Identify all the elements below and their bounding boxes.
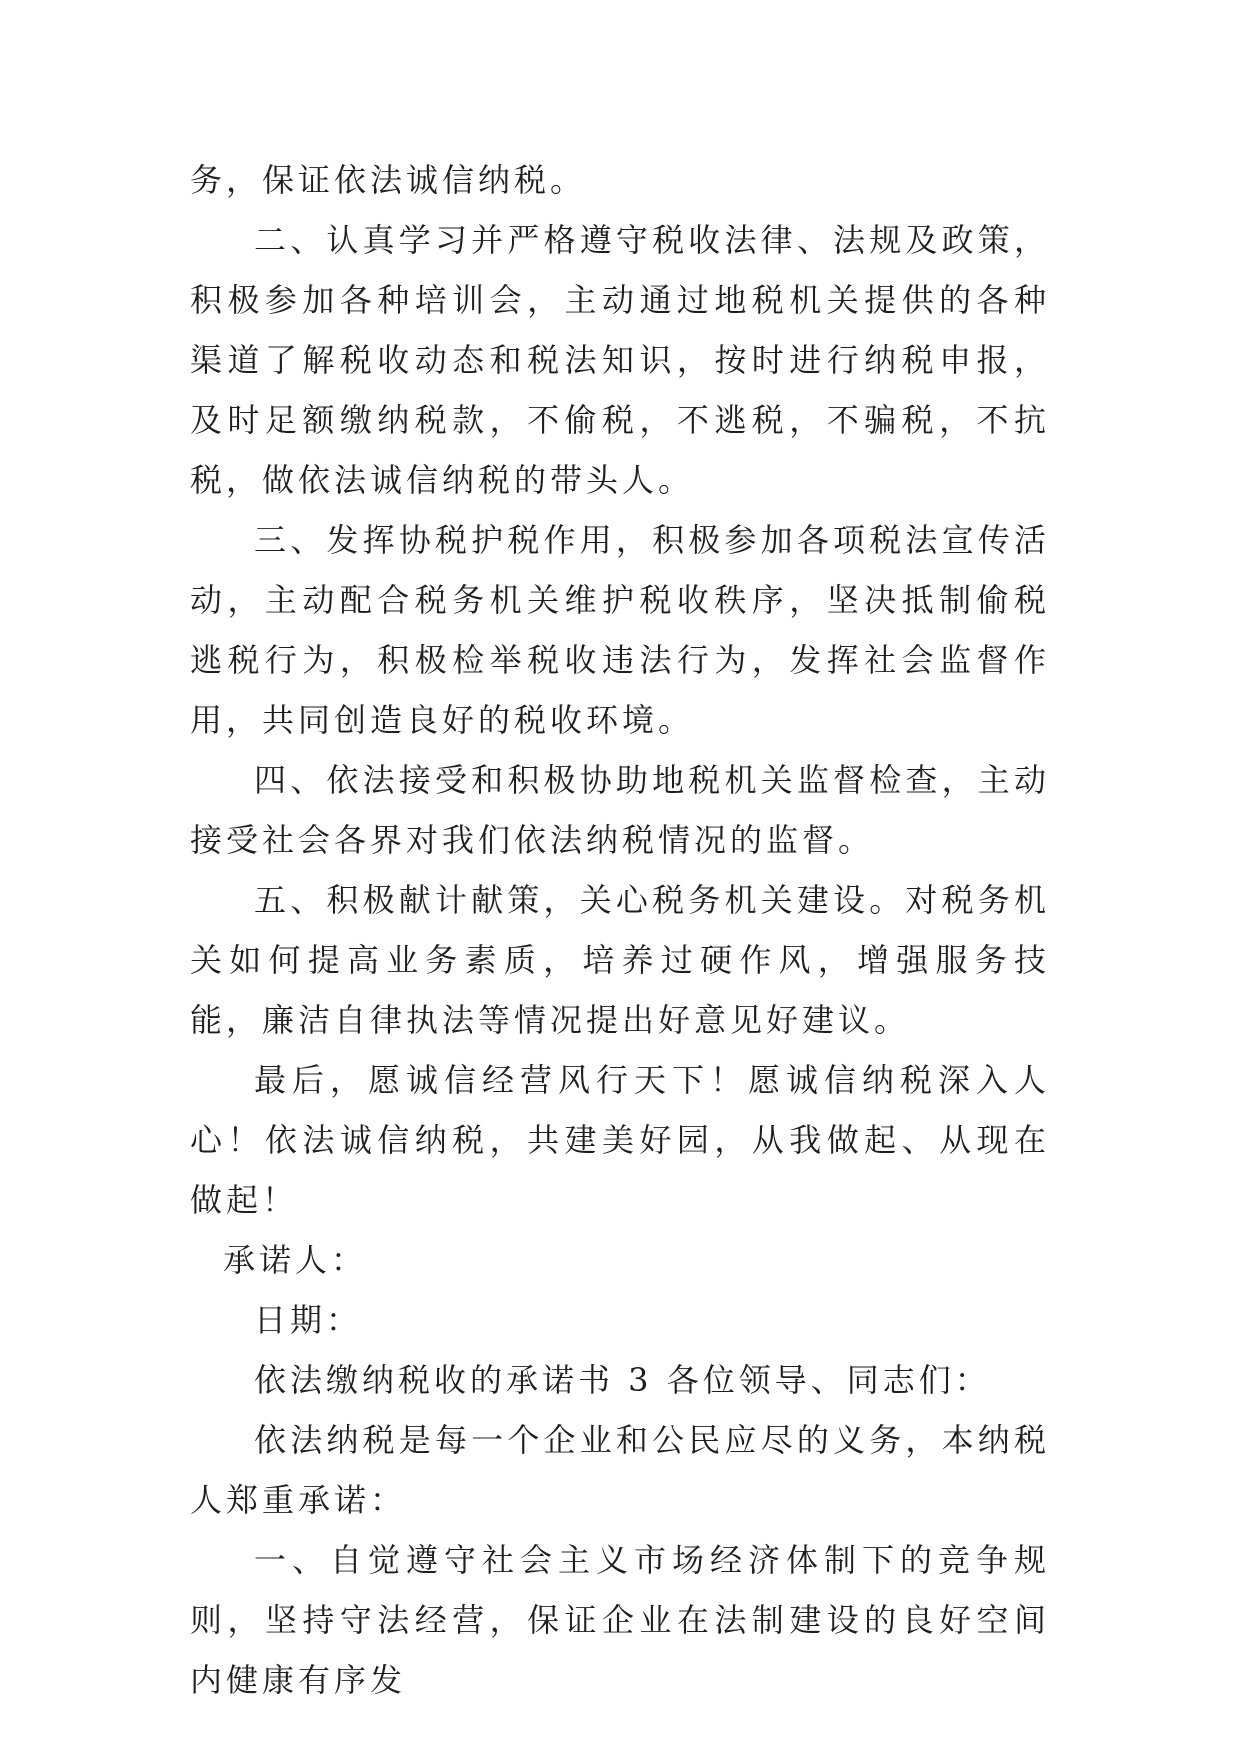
paragraph-item-5: 五、积极献计献策，关心税务机关建设。对税务机关如何提高业务素质，培养过硬作风，增强服务技能，廉洁自律执法等情况提出好意见好建议。 (190, 881, 1050, 1039)
paragraph-item-1: 一、自觉遵守社会主义市场经济体制下的竞争规则，坚持守法经营，保证企业在法制建设的良好空间内健康有序发 (190, 1541, 1050, 1699)
date-label: 日期： (254, 1301, 363, 1339)
signatory-label: 承诺人： (223, 1241, 368, 1279)
paragraph-item-4: 四、依法接受和积极协助地税机关监督检查，主动接受社会各界对我们依法纳税情况的监督。 (190, 761, 1050, 859)
paragraph-closing: 最后，愿诚信经营风行天下！愿诚信纳税深入人心！依法诚信纳税，共建美好园，从我做起、从现在做起！ (190, 1061, 1050, 1219)
document-body (190, 150, 1050, 1710)
paragraph-pledge-intro: 依法纳税是每一个企业和公民应尽的义务，本纳税人郑重承诺： (190, 1421, 1050, 1519)
paragraph-continuation: 务，保证依法诚信纳税。 (190, 161, 587, 199)
paragraph-item-2: 二、认真学习并严格遵守税收法律、法规及政策，积极参加各种培训会，主动通过地税机关提供的各种渠道了解税收动态和税法知识，按时进行纳税申报，及时足额缴纳税款，不偷税，不逃税，不骗税，不抗税，做依法诚信纳税的带头人。 (190, 221, 1050, 499)
paragraph-item-3: 三、发挥协税护税作用，积极参加各项税法宣传活动，主动配合税务机关维护税收秩序，坚决抵制偷税逃税行为，积极检举税收违法行为，发挥社会监督作用，共同创造良好的税收环境。 (190, 521, 1050, 739)
second-letter-heading: 依法缴纳税收的承诺书 3 各位领导、同志们： (254, 1361, 991, 1399)
